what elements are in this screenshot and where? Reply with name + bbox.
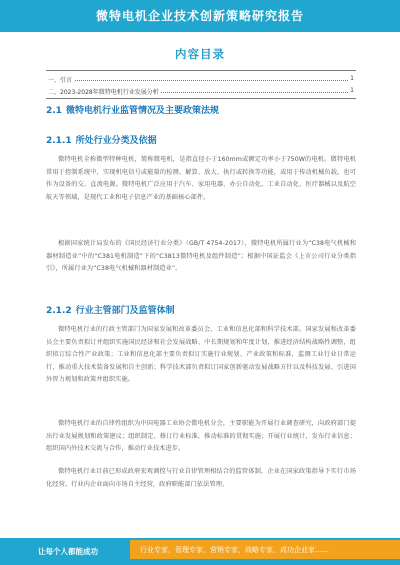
toc-bottom-rule xyxy=(46,98,356,99)
body-paragraph: 微特电机行业的自律性组织为中国电器工业协会微电机分会，主要职能为开展行业调查研究，向政府部门提出行业发展规划和政策建议；组织制定、修订行业标准，推动标准的贯彻实施；开展行业统计，发布行业信息；组织国内外技术交流与合作，推动行业技术进步。 xyxy=(46,420,356,453)
toc-title: 内容目录 xyxy=(175,47,225,61)
subsection-heading xyxy=(46,133,157,146)
toc-item-label: 一、引言 xyxy=(48,77,73,84)
body-paragraph: 微特电机全称微型特种电机，简称微电机，是指直径小于160mm或额定功率小于750W的电机。微特电机常用于控制系统中，实现机电信号或能量的检测、解算、放大、执行或转换等功能，或用于传动机械负载，也可作为设备的交、直流电源。微特电机广泛应用于汽车、家用电器、办公自动化、工业自动化、医疗器械以及航空航天等领域，是现代工业和电子信息产业的基础核心部件。 xyxy=(46,156,356,201)
toc-item-page: 1 xyxy=(350,87,354,94)
report-title: 微特电机企业技术创新策略研究报告 xyxy=(95,9,304,23)
section-title: 所处行业分类及依据 xyxy=(75,136,157,146)
section-title: 行业主管部门及监管体制 xyxy=(75,306,175,316)
toc-item[interactable] xyxy=(48,75,354,84)
toc-leader-dots xyxy=(48,80,348,81)
section-heading xyxy=(46,103,219,116)
footer-tagline: 行业专家，管理专家，营销专家，战略专家，成功企业家…… xyxy=(140,546,329,554)
section-number: 2.1 xyxy=(46,106,62,116)
section-title: 微特电机行业监管情况及主要政策法规 xyxy=(65,106,219,116)
toc-top-rule xyxy=(46,70,356,71)
toc-item[interactable] xyxy=(48,87,354,96)
body-paragraph: 根据国家统计局发布的《国民经济行业分类》（GB/T 4754-2017），微特电机所属行业为“C38电气机械和器材制造业”中的“C381电机制造”下的“C3813微特电机及组件制造”；根据中国证监会《上市公司行业分类指引》，所属行业为“C38电气机械和器材制造业”。 xyxy=(46,240,356,273)
toc-item-label: 二、2023-2028年微特电机行业发展分析 xyxy=(48,89,159,96)
section-number: 2.1.2 xyxy=(46,306,72,316)
body-paragraph: 微特电机行业的行政主管部门为国家发展和改革委员会、工业和信息化部和科学技术部。国家发展和改革委员会主要负责拟订并组织实施国民经济和社会发展战略、中长期规划和年度计划，推进经济结构战略性调整，组织拟订综合性产业政策；工业和信息化部主要负责拟订实施行业规划、产业政策和标准，监测工业行业日常运行，推动重大技术装备发展和自主创新；科学技术部负责拟订国家创新驱动发展战略方针以及科技发展、引进国外智力规划和政策并组织实施。 xyxy=(46,326,356,384)
section-number: 2.1.1 xyxy=(46,136,72,146)
toc-item-page: 1 xyxy=(350,75,354,82)
body-paragraph: 微特电机行业目前已形成政府宏观调控与行业自律管理相结合的监管体制，企业在国家政策指导下实行市场化经营。行业内企业面向市场自主经营，政府职能部门依法管理。 xyxy=(46,468,356,488)
footer-slogan: 让每个人都能成功 xyxy=(38,547,98,556)
subsection-heading xyxy=(46,303,175,316)
